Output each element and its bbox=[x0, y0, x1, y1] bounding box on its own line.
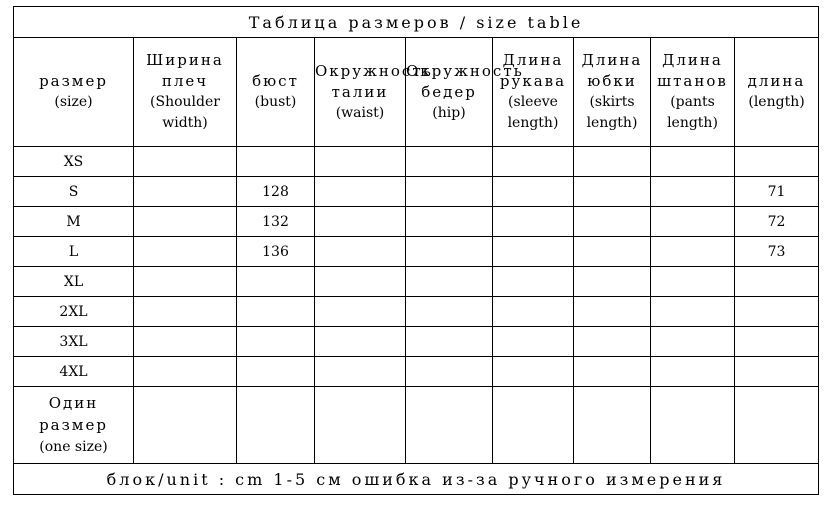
table-cell-skirt bbox=[574, 267, 651, 297]
table-cell-length: 72 bbox=[735, 207, 819, 237]
header-pants bbox=[651, 38, 735, 147]
header-waist-ru: Окружность талии bbox=[315, 61, 433, 101]
header-size bbox=[14, 38, 134, 147]
table-cell-skirt bbox=[574, 327, 651, 357]
table-cell-shoulder bbox=[134, 267, 237, 297]
header-skirt bbox=[574, 38, 651, 147]
table-cell-length bbox=[735, 267, 819, 297]
table-cell bbox=[493, 387, 574, 464]
table-cell-shoulder bbox=[134, 177, 237, 207]
table-body bbox=[14, 147, 819, 387]
header-hip-ru: Окружность бедер bbox=[406, 61, 524, 101]
one-size-en: (one size) bbox=[39, 439, 108, 455]
table-cell-sleeve bbox=[493, 177, 574, 207]
table-cell-skirt bbox=[574, 237, 651, 267]
header-bust-ru: бюст bbox=[252, 72, 299, 90]
header-shoulder-en: (Shoulder width) bbox=[150, 94, 220, 131]
table-row bbox=[14, 177, 819, 207]
table-cell-pants bbox=[651, 267, 735, 297]
table-cell-sleeve bbox=[493, 297, 574, 327]
table-cell-hip bbox=[406, 147, 493, 177]
table-cell-pants bbox=[651, 357, 735, 387]
table-cell-sleeve bbox=[493, 357, 574, 387]
table-cell-hip bbox=[406, 237, 493, 267]
header-waist bbox=[315, 38, 433, 147]
table-cell-length bbox=[735, 357, 819, 387]
table-row bbox=[14, 267, 819, 297]
table-cell-sleeve bbox=[493, 207, 574, 237]
table-cell-pants bbox=[651, 297, 735, 327]
table-cell-skirt bbox=[574, 147, 651, 177]
table-cell-pants bbox=[651, 327, 735, 357]
table-cell-sleeve bbox=[493, 327, 574, 357]
header-waist-en: (waist) bbox=[335, 104, 385, 121]
table-cell-bust bbox=[237, 297, 315, 327]
table-cell bbox=[315, 387, 406, 464]
size-table bbox=[13, 6, 819, 495]
table-cell-waist bbox=[315, 297, 406, 327]
table-cell bbox=[406, 387, 493, 464]
table-cell-waist bbox=[315, 177, 406, 207]
table-cell-waist bbox=[315, 327, 406, 357]
header-length-en: (length) bbox=[748, 94, 805, 110]
table-cell-pants bbox=[651, 177, 735, 207]
table-cell-waist bbox=[315, 267, 406, 297]
table-cell-waist bbox=[315, 357, 406, 387]
header-bust-en: (bust) bbox=[254, 94, 297, 110]
size-label: S bbox=[14, 177, 134, 207]
table-cell-skirt bbox=[574, 297, 651, 327]
size-label: 3XL bbox=[14, 327, 134, 357]
header-length bbox=[735, 38, 819, 147]
table-cell-pants bbox=[651, 237, 735, 267]
table-cell-length bbox=[735, 297, 819, 327]
size-label: 4XL bbox=[14, 357, 134, 387]
table-row bbox=[14, 357, 819, 387]
header-skirt-ru: Длина юбки bbox=[581, 51, 643, 90]
table-cell-waist bbox=[315, 207, 406, 237]
table-cell-pants bbox=[651, 207, 735, 237]
table-row bbox=[14, 237, 819, 267]
header-sleeve bbox=[493, 38, 574, 147]
table-cell-bust: 128 bbox=[237, 177, 315, 207]
table-cell-bust bbox=[237, 147, 315, 177]
one-size-ru: Один размер bbox=[39, 394, 108, 434]
header-length-ru: длина bbox=[747, 72, 806, 90]
table-cell bbox=[574, 387, 651, 464]
table-cell-bust: 132 bbox=[237, 207, 315, 237]
table-cell-bust bbox=[237, 267, 315, 297]
table-cell-pants bbox=[651, 147, 735, 177]
table-cell-length: 71 bbox=[735, 177, 819, 207]
header-size-ru: размер bbox=[39, 72, 108, 90]
table-cell-sleeve bbox=[493, 147, 574, 177]
table-cell-sleeve bbox=[493, 267, 574, 297]
table-row bbox=[14, 207, 819, 237]
table-cell-skirt bbox=[574, 207, 651, 237]
header-row bbox=[14, 38, 819, 147]
table-cell-hip bbox=[406, 207, 493, 237]
table-cell-waist bbox=[315, 147, 406, 177]
table-cell-bust: 136 bbox=[237, 237, 315, 267]
table-cell-length bbox=[735, 147, 819, 177]
table-cell-shoulder bbox=[134, 297, 237, 327]
table-row bbox=[14, 297, 819, 327]
size-label: XS bbox=[14, 147, 134, 177]
table-cell bbox=[237, 387, 315, 464]
table-cell-length bbox=[735, 327, 819, 357]
size-label: M bbox=[14, 207, 134, 237]
table-cell-sleeve bbox=[493, 237, 574, 267]
size-label: L bbox=[14, 237, 134, 267]
one-size-row bbox=[14, 387, 819, 464]
table-row bbox=[14, 147, 819, 177]
table-cell-hip bbox=[406, 327, 493, 357]
table-cell bbox=[134, 387, 237, 464]
header-shoulder-ru: Ширина плеч bbox=[146, 51, 224, 90]
header-sleeve-en: (sleeve length) bbox=[507, 94, 559, 131]
header-hip-en: (hip) bbox=[432, 104, 466, 121]
header-size-en: (size) bbox=[54, 94, 93, 110]
table-footer-note: блок/unit : cm 1-5 см ошибка из-за ручного измерения bbox=[14, 464, 819, 495]
header-pants-en: (pants length) bbox=[667, 94, 718, 131]
table-cell-shoulder bbox=[134, 147, 237, 177]
header-pants-ru: Длина штанов bbox=[657, 51, 728, 90]
table-cell-shoulder bbox=[134, 207, 237, 237]
size-label: 2XL bbox=[14, 297, 134, 327]
table-cell bbox=[651, 387, 735, 464]
table-cell-hip bbox=[406, 297, 493, 327]
table-cell-shoulder bbox=[134, 357, 237, 387]
size-table-container bbox=[13, 6, 818, 497]
table-cell-skirt bbox=[574, 177, 651, 207]
table-cell-hip bbox=[406, 267, 493, 297]
one-size-label bbox=[14, 387, 134, 464]
table-title: Таблица размеров / size table bbox=[14, 7, 819, 38]
table-row bbox=[14, 327, 819, 357]
header-bust bbox=[237, 38, 315, 147]
table-cell-skirt bbox=[574, 357, 651, 387]
table-cell-bust bbox=[237, 327, 315, 357]
table-cell-shoulder bbox=[134, 327, 237, 357]
table-cell-waist bbox=[315, 237, 406, 267]
table-cell-length: 73 bbox=[735, 237, 819, 267]
table-cell-bust bbox=[237, 357, 315, 387]
table-cell-hip bbox=[406, 177, 493, 207]
size-label: XL bbox=[14, 267, 134, 297]
header-shoulder bbox=[134, 38, 237, 147]
table-cell-shoulder bbox=[134, 237, 237, 267]
table-cell bbox=[735, 387, 819, 464]
table-cell-hip bbox=[406, 357, 493, 387]
header-sleeve-ru: Длина рукава bbox=[499, 51, 567, 90]
header-skirt-en: (skirts length) bbox=[586, 94, 638, 131]
header-hip bbox=[406, 38, 524, 147]
